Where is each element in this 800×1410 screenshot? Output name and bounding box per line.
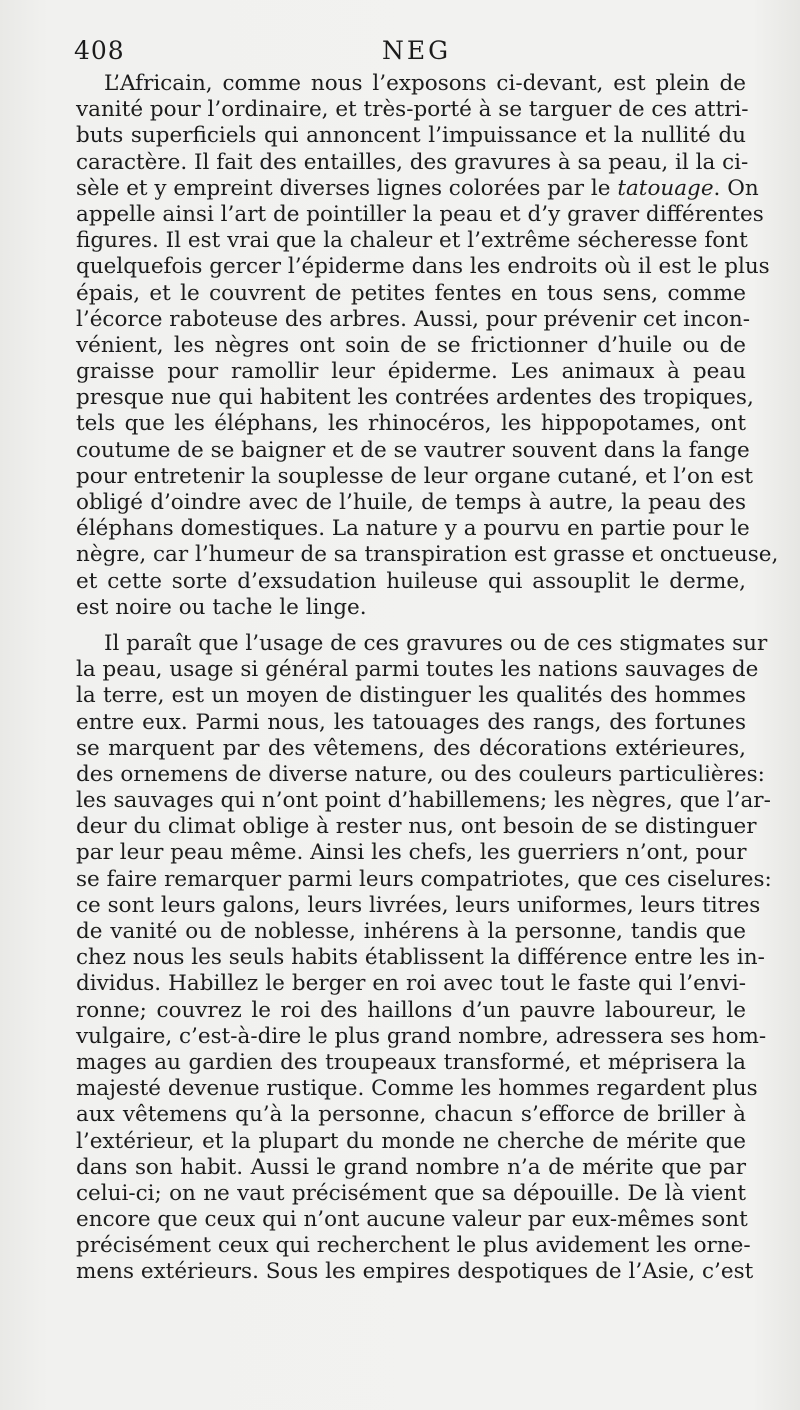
text-line: ce sont leurs galons, leurs livrées, leurs uniformes, leurs titres xyxy=(76,892,761,918)
text-line: épais, et le couvrent de petites fentes en tous sens, comme xyxy=(76,280,746,306)
text-line: vulgaire, c’est-à-dire le plus grand nombre, adressera ses hom- xyxy=(76,1023,767,1049)
text-line: précisément ceux qui recherchent le plus avidement les orne- xyxy=(76,1233,751,1259)
text-line: deur du climat oblige à rester nus, ont besoin de se distinguer xyxy=(76,814,757,840)
text-line: sèle et y empreint diverses lignes colorées par le tatouage. On xyxy=(76,175,759,201)
text-line: nègre, car l’humeur de sa transpiration est grasse et onctueuse, xyxy=(76,542,779,568)
text-line: buts superficiels qui annoncent l’impuissance et la nullité du xyxy=(76,123,746,149)
text-line: entre eux. Parmi nous, les tatouages des rangs, des fortunes xyxy=(76,709,746,735)
text-line: pour entretenir la souplesse de leur organe cutané, et l’on est xyxy=(76,463,754,489)
page-number: 408 xyxy=(74,36,125,65)
paragraph-gap xyxy=(76,621,746,631)
running-head: NEG xyxy=(382,36,452,65)
text-line: tels que les éléphans, les rhinocéros, les hippopotames, ont xyxy=(76,411,746,437)
text-line: de vanité ou de noblesse, inhérens à la personne, tandis que xyxy=(76,919,746,944)
text-line: et cette sorte d’exsudation huileuse qui assouplit le derme, xyxy=(76,568,746,594)
text-line: figures. Il est vrai que la chaleur et l’extrême sécheresse font xyxy=(76,228,748,254)
text-line: ronne; couvrez le roi des haillons d’un pauvre laboureur, le xyxy=(76,997,746,1023)
text-line: celui-ci; on ne vaut précisément que sa dépouille. De là vient xyxy=(76,1180,746,1206)
text-line: est noire ou tache le linge. xyxy=(76,594,367,620)
text-line: obligé d’oindre avec de l’huile, de temps à autre, la peau des xyxy=(76,490,746,515)
text-line: la peau, usage si général parmi toutes les nations sauvages de xyxy=(76,657,759,683)
text-line: quelquefois gercer l’épiderme dans les endroits où il est le plus xyxy=(76,254,770,280)
text-line: presque nue qui habitent les contrées ardentes des tropiques, xyxy=(76,385,754,411)
text-line: dans son habit. Aussi le grand nombre n’a de mérite que par xyxy=(76,1154,746,1180)
text-line: éléphans domestiques. La nature y a pourvu en partie pour le xyxy=(76,516,750,542)
italic-term: tatouage xyxy=(617,175,714,201)
text-line: la terre, est un moyen de distinguer les qualités des hommes xyxy=(76,683,746,709)
text-line: mens extérieurs. Sous les empires despotiques de l’Asie, c’est xyxy=(76,1259,754,1285)
text-line: l’écorce raboteuse des arbres. Aussi, pour prévenir cet incon- xyxy=(76,306,750,332)
text-line: vanité pour l’ordinaire, et très-porté à se targuer de ces attri- xyxy=(76,97,749,123)
text-line: chez nous les seuls habits établissent la différence entre les in- xyxy=(76,945,765,971)
text-line: majesté devenue rustique. Comme les hommes regardent plus xyxy=(76,1076,758,1102)
text-line: vénient, les nègres ont soin de se frictionner d’huile ou de xyxy=(76,332,746,358)
page-header xyxy=(74,36,750,72)
text-line: encore que ceux qui n’ont aucune valeur par eux-mêmes sont xyxy=(76,1207,748,1233)
text-line: appelle ainsi l’art de pointiller la peau et d’y graver différentes xyxy=(76,201,764,227)
text-line: Il paraît que l’usage de ces gravures ou de ces stigmates sur xyxy=(104,630,768,656)
text-line: l’extérieur, et la plupart du monde ne cherche de mérite que xyxy=(76,1128,746,1154)
body-text xyxy=(76,71,779,1286)
text-line: aux vêtemens qu’à la personne, chacun s’efforce de briller à xyxy=(76,1102,746,1128)
text-line: se marquent par des vêtemens, des décorations extérieures, xyxy=(76,735,746,761)
text-line: les sauvages qui n’ont point d’habillemens; les nègres, que l’ar- xyxy=(76,788,771,814)
text-line: des ornemens de diverse nature, ou des couleurs particulières: xyxy=(76,761,765,787)
text-line: mages au gardien des troupeaux transformé, et méprisera la xyxy=(76,1049,746,1075)
text-line: par leur peau même. Ainsi les chefs, les guerriers n’ont, pour xyxy=(76,840,747,866)
text-line: coutume de se baigner et de se vautrer souvent dans la fange xyxy=(76,437,750,463)
text-line: caractère. Il fait des entailles, des gravures à sa peau, il la ci- xyxy=(76,149,749,175)
text-line: graisse pour ramollir leur épiderme. Les animaux à peau xyxy=(76,359,746,385)
text-line: dividus. Habillez le berger en roi avec tout le faste qui l’envi- xyxy=(76,971,746,997)
text-line: L’Africain, comme nous l’exposons ci-devant, est plein de xyxy=(104,71,746,96)
text-line: se faire remarquer parmi leurs compatriotes, que ces ciselures: xyxy=(76,866,772,892)
